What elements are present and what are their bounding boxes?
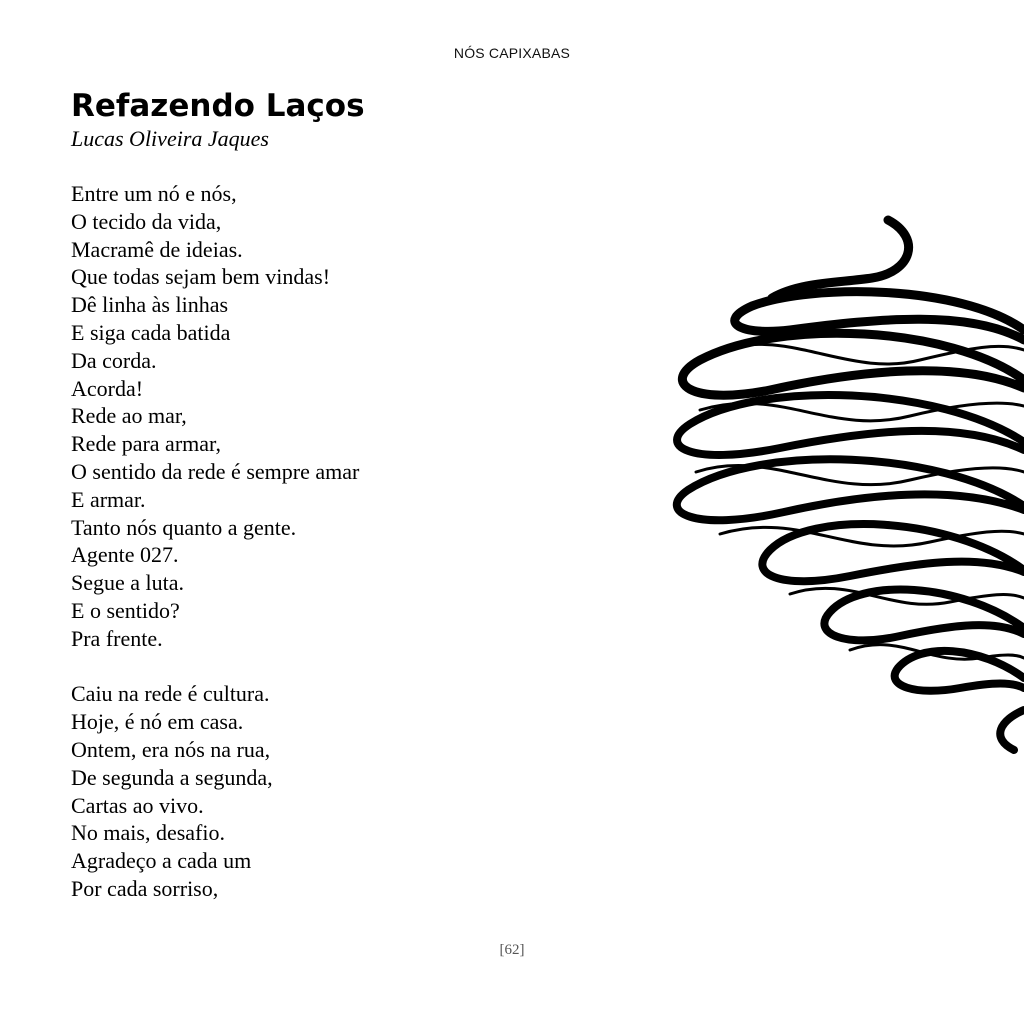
verse-line: Caiu na rede é cultura. [71, 681, 270, 707]
poem-body [71, 180, 631, 903]
poem-title: Refazendo Laços [71, 88, 365, 124]
verse-line: Da corda. [71, 347, 157, 373]
verse-line: O tecido da vida, [71, 208, 222, 234]
verse-line: Pra frente. [71, 625, 163, 651]
running-header: NÓS CAPIXABAS [453, 45, 571, 61]
stanza-1 [71, 180, 631, 653]
verse-line: Rede para armar, [71, 431, 221, 457]
verse-line: Dê linha às linhas [71, 292, 229, 318]
poem-author: Lucas Oliveira Jaques [71, 126, 269, 151]
verse-line: Entre um nó e nós, [71, 181, 237, 206]
verse-line: Agente 027. [71, 542, 179, 568]
verse-line: Acorda! [71, 375, 144, 401]
page-number: [62] [499, 942, 525, 958]
knotted-rope-icon [660, 210, 1024, 770]
verse-line: Hoje, é nó em casa. [71, 709, 244, 735]
verse-line: De segunda a segunda, [71, 764, 273, 790]
verse-line: E siga cada batida [71, 319, 231, 345]
verse-line: Que todas sejam bem vindas! [71, 264, 331, 290]
verse-line: Tanto nós quanto a gente. [71, 514, 297, 540]
verse-line: Agradeço a cada um [71, 848, 252, 874]
verse-line: Macramê de ideias. [71, 236, 243, 262]
stanza-2 [71, 680, 631, 902]
verse-line: Rede ao mar, [71, 403, 187, 429]
verse-line: Por cada sorriso, [71, 875, 219, 901]
verse-line: Ontem, era nós na rua, [71, 736, 271, 762]
verse-line: E armar. [71, 486, 146, 512]
verse-line: O sentido da rede é sempre amar [71, 458, 360, 484]
verse-line: No mais, desafio. [71, 820, 225, 846]
verse-line: Segue a luta. [71, 570, 185, 596]
verse-line: E o sentido? [71, 597, 180, 623]
verse-line: Cartas ao vivo. [71, 792, 204, 818]
